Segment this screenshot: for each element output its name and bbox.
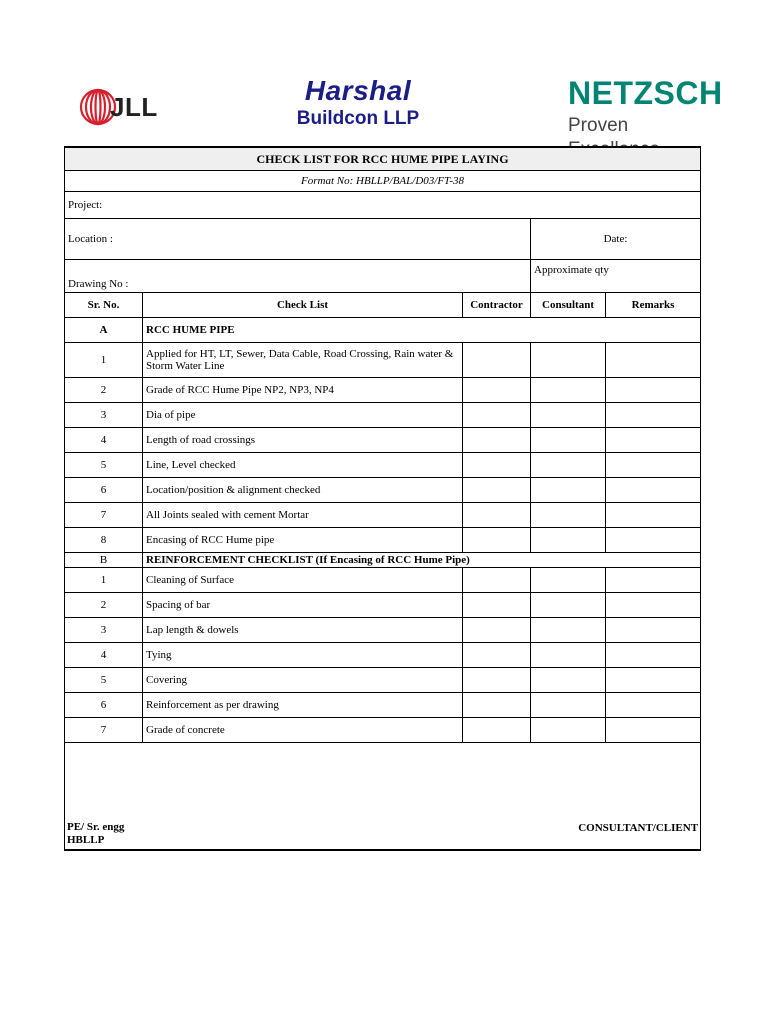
- remarks-cell[interactable]: [606, 643, 701, 668]
- approx-qty-field: Approximate qty: [531, 260, 701, 293]
- remarks-cell[interactable]: [606, 568, 701, 593]
- item-text: Grade of concrete: [143, 718, 463, 743]
- signature-left-company: HBLLP: [67, 834, 105, 846]
- signature-right: CONSULTANT/CLIENT: [578, 822, 699, 834]
- contractor-cell[interactable]: [463, 693, 531, 718]
- contractor-cell[interactable]: [463, 478, 531, 503]
- contractor-cell[interactable]: [463, 668, 531, 693]
- section-code: A: [65, 318, 143, 343]
- item-number: 5: [65, 668, 143, 693]
- remarks-cell[interactable]: [606, 503, 701, 528]
- remarks-cell[interactable]: [606, 378, 701, 403]
- date-field: Date:: [531, 219, 701, 260]
- consultant-cell[interactable]: [531, 593, 606, 618]
- header-sr-no: Sr. No.: [65, 293, 143, 318]
- item-text: Line, Level checked: [143, 453, 463, 478]
- item-text: Cleaning of Surface: [143, 568, 463, 593]
- table-row: [65, 568, 701, 593]
- contractor-cell[interactable]: [463, 568, 531, 593]
- table-row: [65, 428, 701, 453]
- item-number: 7: [65, 718, 143, 743]
- contractor-cell[interactable]: [463, 528, 531, 553]
- jll-logo: [64, 72, 168, 140]
- harshal-subtitle: Buildcon LLP: [296, 108, 420, 129]
- drawing-no-field: Drawing No :: [65, 260, 531, 293]
- remarks-cell[interactable]: [606, 668, 701, 693]
- netzsch-tagline: Proven: [568, 115, 629, 136]
- remarks-cell[interactable]: [606, 618, 701, 643]
- contractor-cell[interactable]: [463, 718, 531, 743]
- item-number: 4: [65, 428, 143, 453]
- header-contractor: Contractor: [463, 293, 531, 318]
- table-row: [65, 693, 701, 718]
- project-field: Project:: [65, 192, 701, 219]
- contractor-cell[interactable]: [463, 618, 531, 643]
- item-number: 6: [65, 693, 143, 718]
- signature-left-role: PE/ Sr. engg: [67, 821, 125, 833]
- remarks-cell[interactable]: [606, 528, 701, 553]
- table-row: [65, 668, 701, 693]
- table-row: [65, 643, 701, 668]
- item-text: Dia of pipe: [143, 403, 463, 428]
- consultant-cell[interactable]: [531, 378, 606, 403]
- header-check-list: Check List: [143, 293, 463, 318]
- remarks-cell[interactable]: [606, 343, 701, 378]
- item-text: Covering: [143, 668, 463, 693]
- item-number: 5: [65, 453, 143, 478]
- item-number: 1: [65, 343, 143, 378]
- item-text: Grade of RCC Hume Pipe NP2, NP3, NP4: [143, 378, 463, 403]
- consultant-cell[interactable]: [531, 718, 606, 743]
- item-text: Tying: [143, 643, 463, 668]
- item-number: 4: [65, 643, 143, 668]
- table-row: [65, 343, 701, 378]
- contractor-cell[interactable]: [463, 403, 531, 428]
- contractor-cell[interactable]: [463, 343, 531, 378]
- remarks-cell[interactable]: [606, 718, 701, 743]
- item-number: 3: [65, 403, 143, 428]
- consultant-cell[interactable]: [531, 693, 606, 718]
- table-row: [65, 378, 701, 403]
- contractor-cell[interactable]: [463, 453, 531, 478]
- contractor-cell[interactable]: [463, 503, 531, 528]
- consultant-cell[interactable]: [531, 453, 606, 478]
- table-row: [65, 618, 701, 643]
- item-text: Location/position & alignment checked: [143, 478, 463, 503]
- item-text: All Joints sealed with cement Mortar: [143, 503, 463, 528]
- item-text: Lap length & dowels: [143, 618, 463, 643]
- table-row: [65, 593, 701, 618]
- remarks-cell[interactable]: [606, 693, 701, 718]
- harshal-logo: [296, 74, 420, 136]
- consultant-cell[interactable]: [531, 643, 606, 668]
- contractor-cell[interactable]: [463, 643, 531, 668]
- contractor-cell[interactable]: [463, 593, 531, 618]
- item-text: Applied for HT, LT, Sewer, Data Cable, Road Crossing, Rain water & Storm Water Line: [143, 343, 463, 378]
- consultant-cell[interactable]: [531, 668, 606, 693]
- consultant-cell[interactable]: [531, 568, 606, 593]
- signature-left: [67, 821, 124, 847]
- item-text: Reinforcement as per drawing: [143, 693, 463, 718]
- header-consultant: Consultant: [531, 293, 606, 318]
- format-number: Format No: HBLLP/BAL/D03/FT-38: [65, 171, 701, 192]
- item-number: 3: [65, 618, 143, 643]
- contractor-cell[interactable]: [463, 378, 531, 403]
- item-number: 7: [65, 503, 143, 528]
- item-number: 2: [65, 378, 143, 403]
- netzsch-logo: [568, 72, 723, 148]
- location-field: Location :: [65, 219, 531, 260]
- consultant-cell[interactable]: [531, 528, 606, 553]
- item-number: 8: [65, 528, 143, 553]
- table-row: [65, 503, 701, 528]
- netzsch-wordmark: NETZSCH: [568, 75, 723, 111]
- jll-wordmark: JLL: [110, 92, 158, 122]
- section-b-row: [65, 553, 701, 568]
- consultant-cell[interactable]: [531, 478, 606, 503]
- section-code: B: [65, 553, 143, 568]
- item-text: Encasing of RCC Hume pipe: [143, 528, 463, 553]
- checklist-table: [64, 146, 701, 851]
- item-number: 1: [65, 568, 143, 593]
- table-row: [65, 478, 701, 503]
- table-row: [65, 453, 701, 478]
- signature-area: [65, 743, 701, 851]
- consultant-cell[interactable]: [531, 503, 606, 528]
- remarks-cell[interactable]: [606, 453, 701, 478]
- consultant-cell[interactable]: [531, 343, 606, 378]
- sheet-title: CHECK LIST FOR RCC HUME PIPE LAYING: [65, 147, 701, 171]
- item-number: 2: [65, 593, 143, 618]
- consultant-cell[interactable]: [531, 428, 606, 453]
- remarks-cell[interactable]: [606, 593, 701, 618]
- section-title: RCC HUME PIPE: [143, 318, 701, 343]
- consultant-cell[interactable]: [531, 618, 606, 643]
- remarks-cell[interactable]: [606, 428, 701, 453]
- remarks-cell[interactable]: [606, 478, 701, 503]
- section-a-row: [65, 318, 701, 343]
- contractor-cell[interactable]: [463, 428, 531, 453]
- header-remarks: Remarks: [606, 293, 701, 318]
- section-title: REINFORCEMENT CHECKLIST (If Encasing of RCC Hume Pipe): [143, 553, 701, 568]
- item-text: Length of road crossings: [143, 428, 463, 453]
- table-row: [65, 528, 701, 553]
- item-text: Spacing of bar: [143, 593, 463, 618]
- item-number: 6: [65, 478, 143, 503]
- harshal-wordmark: Harshal: [304, 75, 412, 106]
- consultant-cell[interactable]: [531, 403, 606, 428]
- remarks-cell[interactable]: [606, 403, 701, 428]
- table-row: [65, 403, 701, 428]
- table-row: [65, 718, 701, 743]
